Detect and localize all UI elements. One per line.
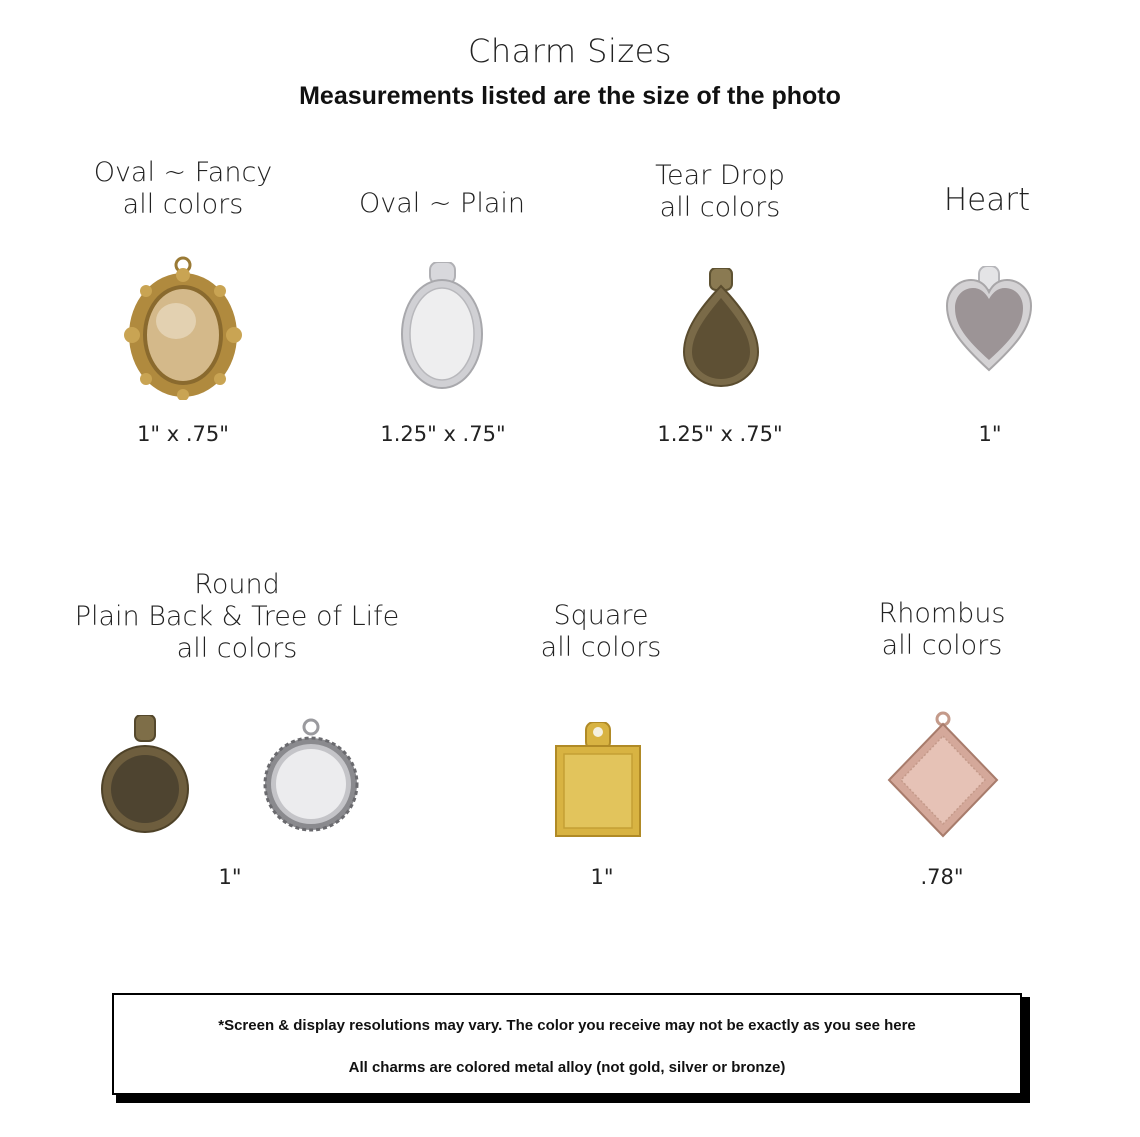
heart-charm-icon [943,266,1035,376]
oval-fancy-charm-icon [118,255,248,400]
charm-label-round: Round Plain Back & Tree of Life all colors [74,569,400,664]
charm-label-oval-fancy: Oval ~ Fancy all colors [93,157,273,220]
charm-size-rhombus: .78" [920,865,964,889]
page-subtitle: Measurements listed are the size of the photo [299,82,841,110]
oval-plain-charm-icon [395,262,490,392]
charm-label-rhombus: Rhombus all colors [878,598,1006,661]
charm-size-oval-fancy: 1" x .75" [137,422,229,446]
round-charm-icon [100,715,190,835]
notice-line-resolution: *Screen & display resolutions may vary. The color you receive may not be exactly as you see here [218,1017,916,1034]
charm-size-square: 1" [590,865,614,889]
rhombus-charm-icon [885,710,1001,838]
charm-size-teardrop: 1.25" x .75" [657,422,783,446]
page-title: Charm Sizes [467,32,673,70]
round-tree-of-life-charm-icon [262,718,360,834]
notice-line-material: All charms are colored metal alloy (not gold, silver or bronze) [348,1059,786,1076]
charm-size-heart: 1" [978,422,1002,446]
charm-size-oval-plain: 1.25" x .75" [380,422,506,446]
charm-label-oval-plain: Oval ~ Plain [358,188,525,219]
square-charm-icon [552,722,644,840]
charm-label-teardrop: Tear Drop all colors [655,160,785,223]
teardrop-charm-icon [680,268,762,388]
notice-box [112,993,1022,1095]
charm-label-square: Square all colors [540,600,662,663]
charm-label-heart: Heart [943,182,1031,218]
charm-size-round: 1" [218,865,242,889]
